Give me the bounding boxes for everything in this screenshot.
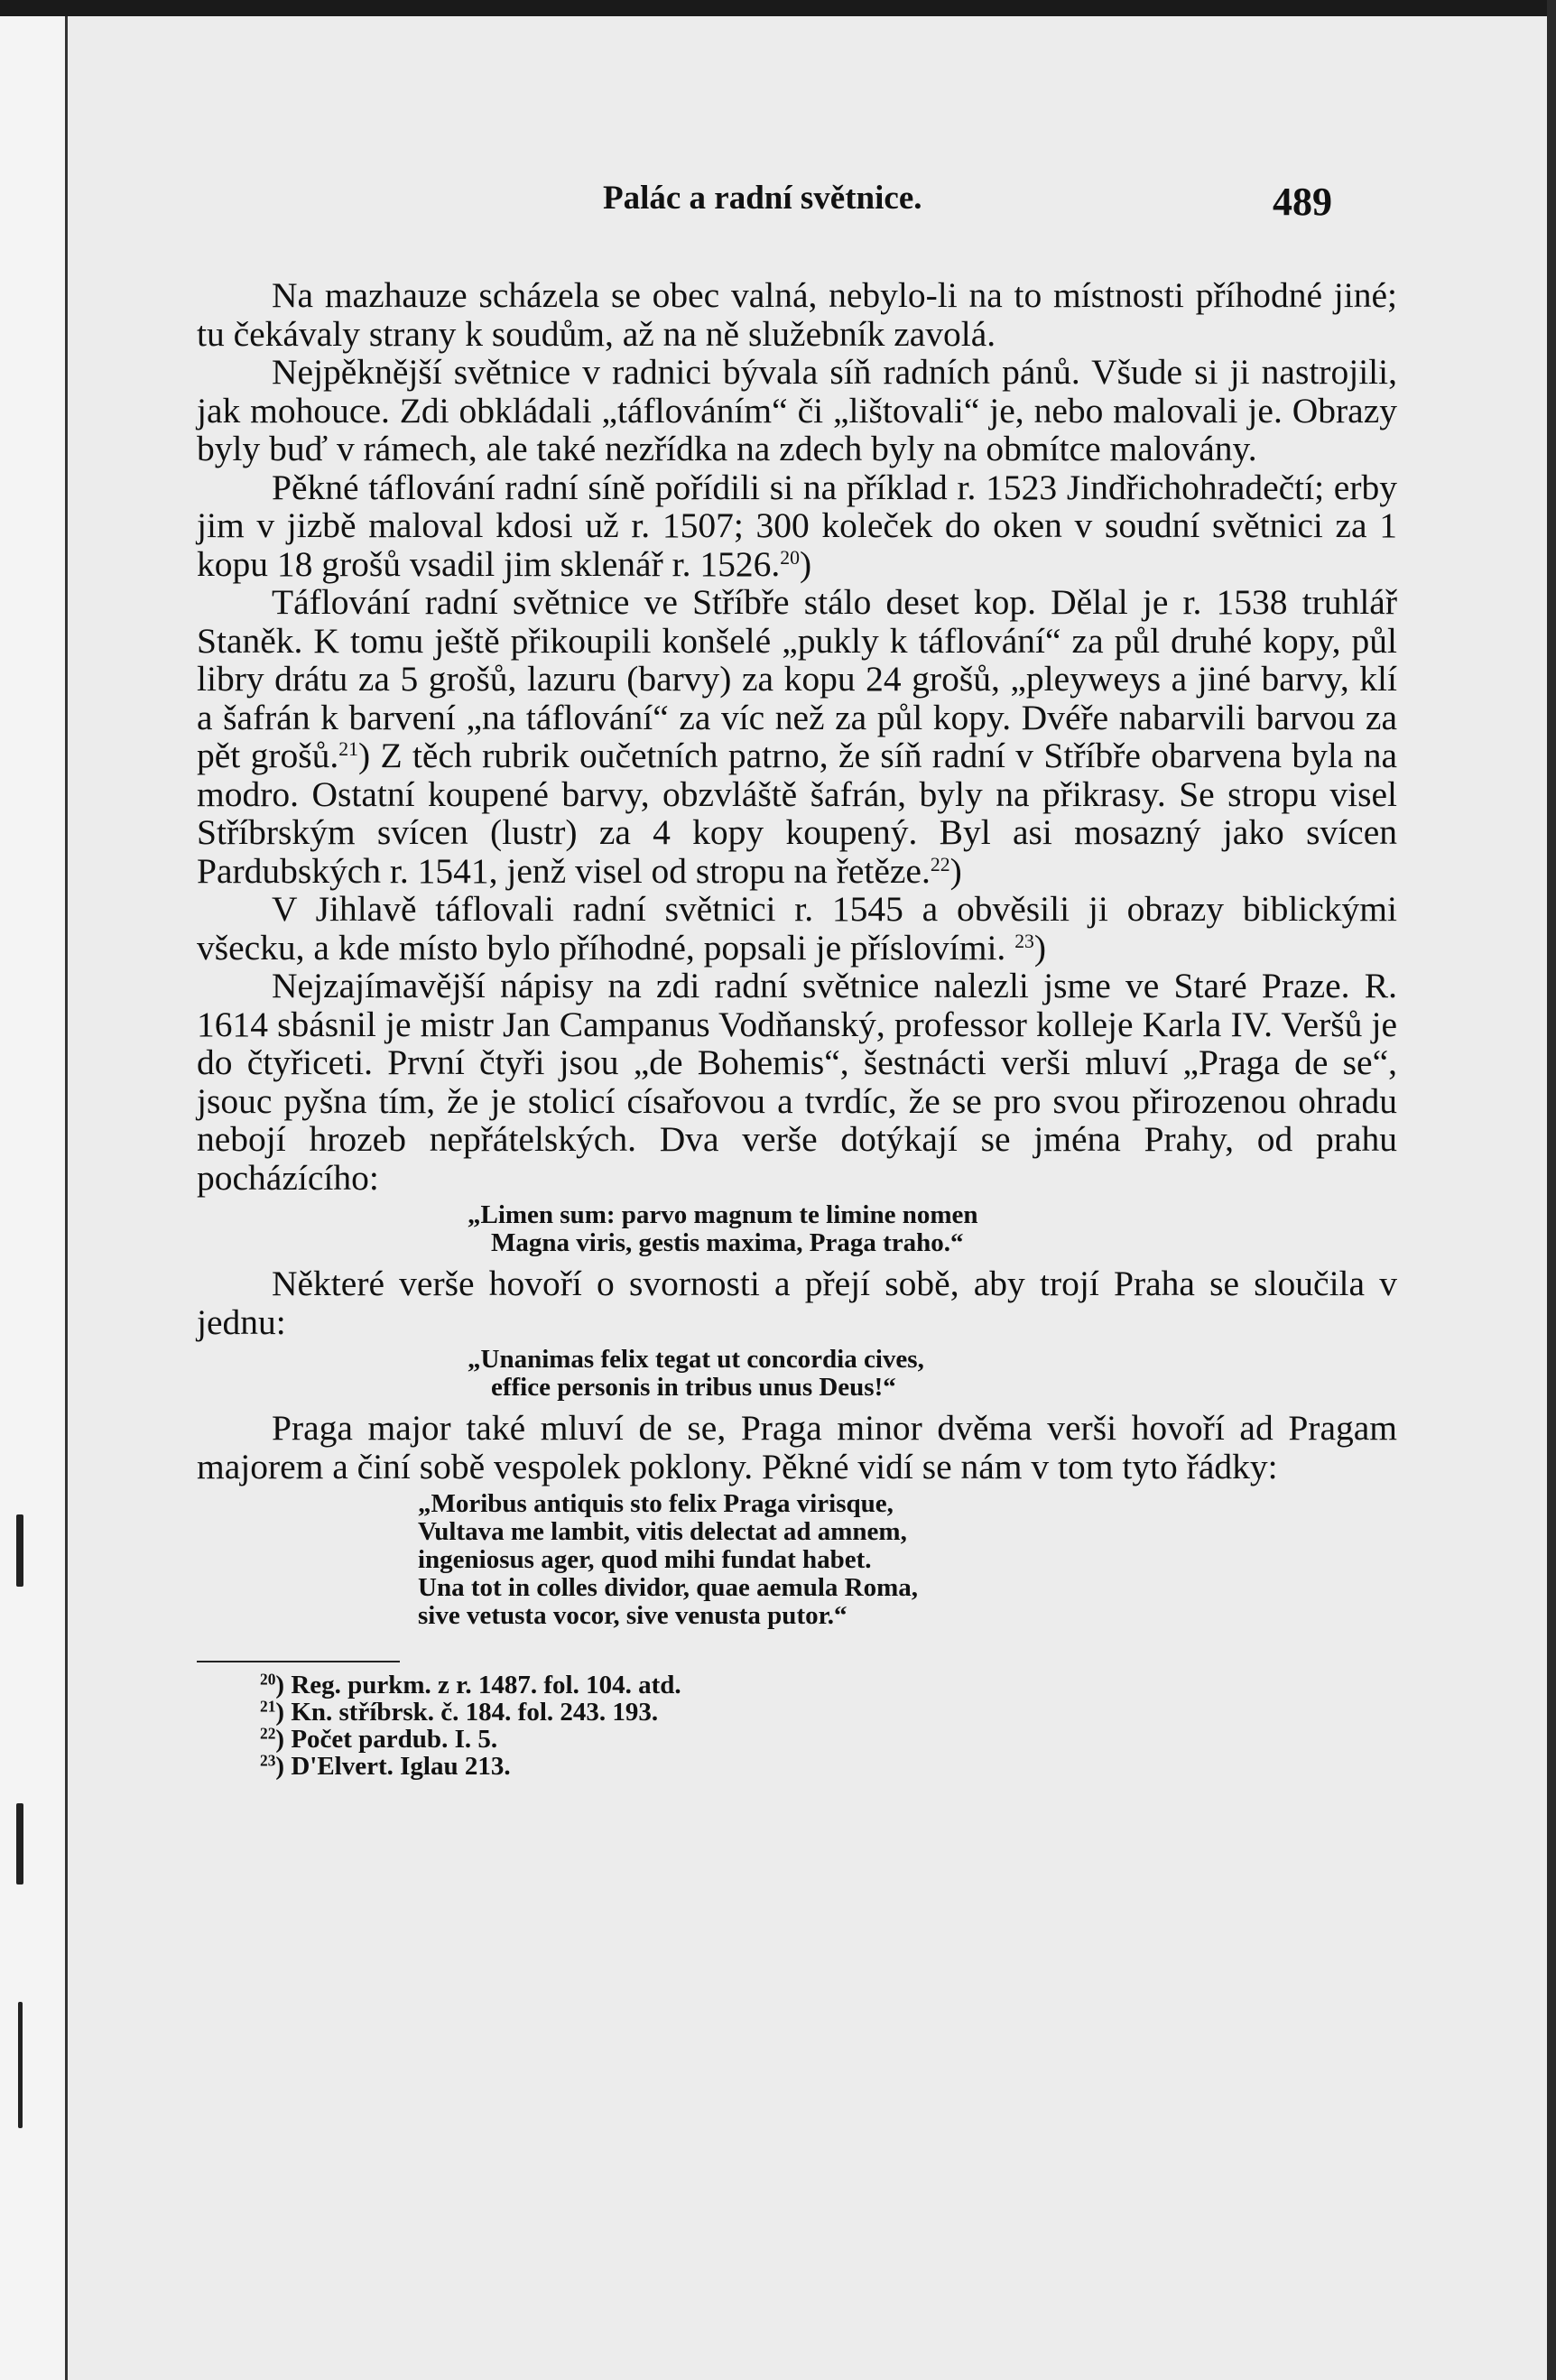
- body-text: [197, 276, 1397, 1780]
- paragraph: Nejpěknější světnice v radnici bývala síň radních pánů. Všude si ji nastrojili, jak mohouce. Zdi obkládali „táflováním“ či „lištovali“ je, nebo malovali je. Obrazy byly buď v rámech, ale také nezřídka na zdech byly na obmítce malovány.: [197, 352, 1397, 468]
- verse-line: sive vetusta vocor, sive venusta putor.“: [418, 1601, 847, 1630]
- paragraph: V Jihlavě táflovali radní světnici r. 1545 a obvěsili ji obrazy biblickými všecku, a kde místo bylo příhodné, popsali je příslovími. $^{23}$): [197, 889, 1397, 968]
- paragraph-text: Pěkné táflování radní síně pořídili si na příklad r. 1523 Jindřichohradečtí; erby jim v jizbě maloval kdosi už r. 1507; 300 koleček do oken v soudní světnici za 1 kopu 18 grošů vsadil jim sklenář r. 1526.: [197, 467, 1397, 584]
- verse-line: effice personis in tribus unus Deus!“: [491, 1373, 896, 1402]
- verse-line: Vultava me lambit, vitis delectat ad amnem,: [418, 1517, 907, 1546]
- footnote-number: 21: [260, 1697, 276, 1716]
- facing-page-edge: [0, 16, 68, 2380]
- paragraph: Nejzajímavější nápisy na zdi radní světnice nalezli jsme ve Staré Praze. R. 1614 sbásnil je mistr Jan Campanus Vodňanský, professor kolleje Karla IV. Veršů je do čtyřiceti. První čtyři jsou „de Bohemis“, šestnácti verši mluví „Praga de se“, jsouc pyšna tím, že je stolicí císařovou a tvrdíc, že se pro svou přirozenou ohradu nebojí hrozeb nepřátelských. Dva verše dotýkají se jména Prahy, od prahu pocházícího:: [197, 966, 1397, 1198]
- footnote-number: 23: [260, 1751, 276, 1770]
- footnote: $^{23}$) D'Elvert. Iglau 213.: [260, 1751, 511, 1781]
- verse-quote-limen: [197, 1201, 1397, 1257]
- running-head: Palác a radní světnice.: [603, 180, 922, 217]
- verse-line: Una tot in colles dividor, quae aemula Roma,: [418, 1573, 918, 1602]
- scan-top-edge: [0, 0, 1556, 16]
- footnote-number: 20: [260, 1670, 276, 1689]
- paragraph-text: V Jihlavě táflovali radní světnici r. 1545 a obvěsili ji obrazy biblickými všecku, a kde místo bylo příhodné, popsali je příslovími.: [197, 889, 1397, 968]
- footnote-ref: 21: [338, 737, 358, 760]
- page-number: 489: [1273, 180, 1332, 224]
- paragraph: Táflování radní světnice ve Stříbře stálo deset kop. Dělal je r. 1538 truhlář Staněk. K tomu ještě přikoupili konšelé „pukly k táflování“ za půl druhé kopy, půl libry drátu za 5 grošů, lazuru (barvy) za kopu 24 grošů, „pleyweys a jiné barvy, klí a šafrán k barvení „na táflování“ za víc než za půl kopy. Dvéře nabarvili barvou za pět grošů.$^{21}$) Z těch rubrik oučetních patrno, že síň radní v Stříbře obarvena byla na modro. Ostatní koupené barvy, obzvláště šafrán, byly na přikrasy. Se stropu visel Stříbrským svícen (lustr) za 4 kopy koupený. Byl asi mosazný jako svícen Pardubských r. 1541, jenž visel od stropu na řetěze.$^{22}$): [197, 582, 1397, 891]
- page-header: [68, 170, 1403, 224]
- footnote: $^{22}$) Počet pardub. I. 5.: [260, 1724, 498, 1754]
- verse-line: ingeniosus ager, quod mihi fundat habet.: [418, 1545, 872, 1574]
- verse-quote-unanimes: [197, 1346, 1397, 1402]
- footnote-text: Počet pardub. I. 5.: [291, 1725, 498, 1754]
- footnote-number: 22: [260, 1724, 276, 1743]
- spine-mark: [16, 1514, 23, 1587]
- book-page: [68, 16, 1547, 2380]
- footnote-rule: [197, 1661, 400, 1662]
- paragraph: Pěkné táflování radní síně pořídili si na příklad r. 1523 Jindřichohradečtí; erby jim v jizbě maloval kdosi už r. 1507; 300 koleček do oken v soudní světnici za 1 kopu 18 grošů vsadil jim sklenář r. 1526.20): [197, 467, 1397, 584]
- verse-line: „Moribus antiquis sto felix Praga virisque,: [418, 1489, 894, 1518]
- footnote-text: Kn. stříbrsk. č. 184. fol. 243. 193.: [291, 1698, 659, 1727]
- spine-mark: [16, 1803, 23, 1885]
- paragraph-text: Z těch rubrik oučetních patrno, že síň radní v Stříbře obarvena byla na modro. Ostatní koupené barvy, obzvláště šafrán, byly na přikrasy. Se stropu visel Stříbrským svícen (lustr) za 4 kopy koupený. Byl asi mosazný jako svícen Pardubských r. 1541, jenž visel od stropu na řetěze.: [197, 736, 1397, 891]
- scan-right-edge: [1547, 0, 1556, 2380]
- paragraph: Na mazhauze scházela se obec valná, nebylo-li na to místnosti příhodné jiné; tu čekávaly strany k soudům, až na ně služebník zavolá.: [197, 275, 1397, 354]
- verse-line: „Unanimas felix tegat ut concordia cives,: [468, 1345, 924, 1374]
- spine-mark: [18, 2002, 23, 2128]
- paragraph: Některé verše hovoří o svornosti a přejí sobě, aby trojí Praha se sloučila v jednu:: [197, 1264, 1397, 1342]
- footnotes: [197, 1672, 1397, 1780]
- footnote: $^{20}$) Reg. purkm. z r. 1487. fol. 104. atd.: [260, 1670, 681, 1699]
- footnote-text: D'Elvert. Iglau 213.: [291, 1752, 511, 1781]
- footnote-text: Reg. purkm. z r. 1487. fol. 104. atd.: [291, 1671, 681, 1699]
- verse-quote-moribus: [197, 1490, 1397, 1630]
- footnote-ref: 20: [780, 546, 800, 569]
- verse-line: „Limen sum: parvo magnum te limine nomen: [468, 1200, 978, 1229]
- footnote: $^{21}$) Kn. stříbrsk. č. 184. fol. 243. 193.: [260, 1697, 659, 1727]
- verse-line: Magna viris, gestis maxima, Praga traho.“: [491, 1228, 964, 1257]
- paragraph: Praga major také mluví de se, Praga minor dvěma verši hovoří ad Pragam majorem a činí sobě vespolek poklony. Pěkné vidí se nám v tom tyto řádky:: [197, 1408, 1397, 1486]
- footnote-ref: 22: [930, 853, 950, 875]
- footnote-ref: 23: [1014, 930, 1034, 952]
- paragraph-text: Táflování radní světnice ve Stříbře stálo deset kop. Dělal je r. 1538 truhlář Staněk. K tomu ještě přikoupili konšelé „pukly k táflování“ za půl druhé kopy, půl libry drátu za 5 grošů, lazuru (barvy) za kopu 24 grošů, „pleyweys a jiné barvy, klí a šafrán k barvení „na táflování“ za víc než za půl kopy. Dvéře nabarvili barvou za pět grošů.: [197, 582, 1397, 775]
